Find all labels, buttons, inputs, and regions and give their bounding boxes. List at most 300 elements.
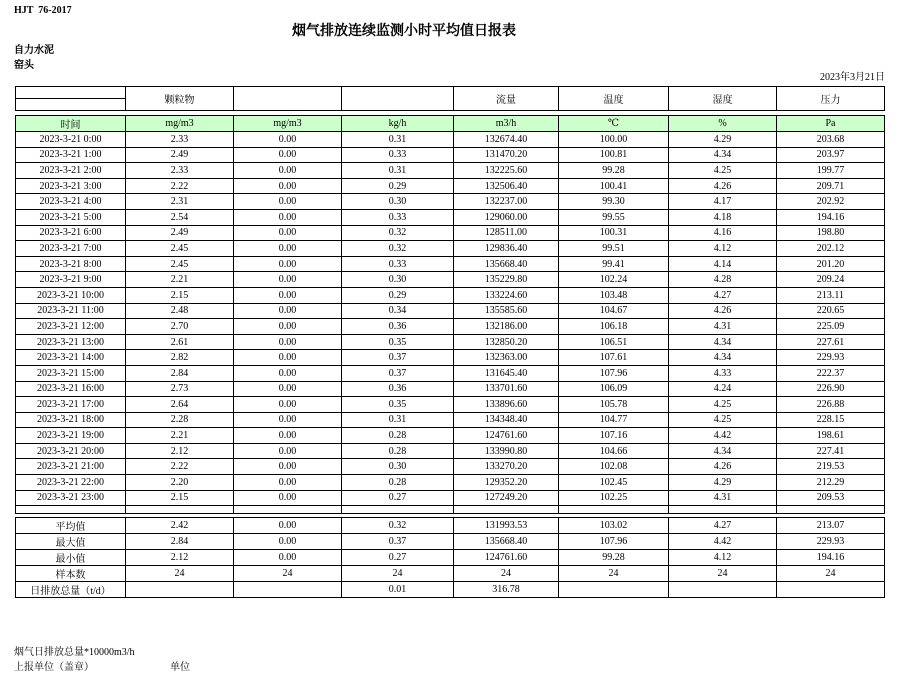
table-cell: 0.34 xyxy=(342,303,454,319)
table-cell: 0.00 xyxy=(234,443,342,459)
table-cell: 24 xyxy=(342,566,454,582)
table-cell: 2023-3-21 15:00 xyxy=(16,365,126,381)
table-cell: 2023-3-21 1:00 xyxy=(16,147,126,163)
unit-label: 单位 xyxy=(170,662,190,673)
table-cell: 134348.40 xyxy=(454,412,559,428)
table-cell: 4.25 xyxy=(669,397,777,413)
table-cell: 2.28 xyxy=(126,412,234,428)
table-cell: 2023-3-21 6:00 xyxy=(16,225,126,241)
table-cell: 203.97 xyxy=(777,147,885,163)
table-row xyxy=(16,490,885,506)
summary-table xyxy=(15,517,885,598)
table-row xyxy=(16,287,885,303)
table-cell: 2.20 xyxy=(126,475,234,491)
table-cell: 226.90 xyxy=(777,381,885,397)
group-header-row xyxy=(16,87,885,99)
table-cell: 2023-3-21 0:00 xyxy=(16,132,126,148)
table-cell: 2.33 xyxy=(126,132,234,148)
table-cell: 99.30 xyxy=(559,194,669,210)
table-cell: 0.36 xyxy=(342,319,454,335)
table-cell: 2023-3-21 10:00 xyxy=(16,287,126,303)
table-cell: 2.45 xyxy=(126,256,234,272)
table-cell: 日排放总量（t/d） xyxy=(16,582,126,598)
table-row xyxy=(16,350,885,366)
table-cell: 0.00 xyxy=(234,287,342,303)
table-cell: 225.09 xyxy=(777,319,885,335)
table-cell: 4.28 xyxy=(669,272,777,288)
hourly-rows xyxy=(16,132,885,506)
table-cell: 2023-3-21 20:00 xyxy=(16,443,126,459)
table-cell: 4.34 xyxy=(669,443,777,459)
table-cell xyxy=(669,582,777,598)
table-cell: 132850.20 xyxy=(454,334,559,350)
table-cell: 0.00 xyxy=(234,428,342,444)
table-cell: 0.33 xyxy=(342,147,454,163)
table-cell: 4.24 xyxy=(669,381,777,397)
table-cell: 100.00 xyxy=(559,132,669,148)
table-cell: 2.22 xyxy=(126,459,234,475)
unit-header-pa: Pa xyxy=(777,116,885,132)
table-cell: 2023-3-21 13:00 xyxy=(16,334,126,350)
table-cell: 0.00 xyxy=(234,178,342,194)
table-cell: 0.00 xyxy=(234,256,342,272)
table-cell: 198.80 xyxy=(777,225,885,241)
table-cell: 0.37 xyxy=(342,350,454,366)
table-cell: 0.28 xyxy=(342,443,454,459)
table-cell: 4.12 xyxy=(669,550,777,566)
table-cell: 131645.40 xyxy=(454,365,559,381)
table-cell: 135585.60 xyxy=(454,303,559,319)
group-header-particulate: 颗粒物 xyxy=(126,87,234,111)
table-row xyxy=(16,381,885,397)
table-row xyxy=(16,241,885,257)
unit-header-mgm3: mg/m3 xyxy=(126,116,234,132)
table-cell: 最小值 xyxy=(16,550,126,566)
empty-cell xyxy=(342,506,454,514)
table-cell: 104.66 xyxy=(559,443,669,459)
table-cell: 106.51 xyxy=(559,334,669,350)
table-cell: 4.42 xyxy=(669,428,777,444)
table-cell: 2023-3-21 3:00 xyxy=(16,178,126,194)
table-cell: 102.45 xyxy=(559,475,669,491)
unit-header-percent: % xyxy=(669,116,777,132)
unit-header-row xyxy=(16,116,885,132)
table-cell: 103.48 xyxy=(559,287,669,303)
footer-note: 烟气日排放总量*10000m3/h xyxy=(14,647,135,658)
summary-rows xyxy=(16,518,885,598)
table-cell: 2.22 xyxy=(126,178,234,194)
table-cell: 4.26 xyxy=(669,459,777,475)
table-cell: 0.31 xyxy=(342,163,454,179)
table-cell: 107.61 xyxy=(559,350,669,366)
table-cell: 0.00 xyxy=(234,272,342,288)
table-cell: 212.29 xyxy=(777,475,885,491)
table-cell: 2.82 xyxy=(126,350,234,366)
table-cell: 124761.60 xyxy=(454,428,559,444)
table-cell: 2023-3-21 14:00 xyxy=(16,350,126,366)
table-cell: 2.54 xyxy=(126,209,234,225)
table-cell: 0.33 xyxy=(342,256,454,272)
table-cell: 4.34 xyxy=(669,334,777,350)
group-header-blank xyxy=(234,87,342,111)
table-cell: 2.45 xyxy=(126,241,234,257)
table-cell: 0.00 xyxy=(234,350,342,366)
table-cell: 2.15 xyxy=(126,287,234,303)
table-cell: 226.88 xyxy=(777,397,885,413)
table-cell: 194.16 xyxy=(777,550,885,566)
header-blank-cell xyxy=(16,87,126,99)
table-cell xyxy=(234,582,342,598)
table-cell: 198.61 xyxy=(777,428,885,444)
empty-cell xyxy=(16,506,126,514)
unit-header-celsius: ℃ xyxy=(559,116,669,132)
table-cell: 229.93 xyxy=(777,534,885,550)
table-cell: 104.67 xyxy=(559,303,669,319)
table-cell xyxy=(559,582,669,598)
group-header-pressure: 压力 xyxy=(777,87,885,111)
table-cell: 4.31 xyxy=(669,319,777,335)
group-header-temperature: 温度 xyxy=(559,87,669,111)
table-cell: 4.17 xyxy=(669,194,777,210)
table-cell: 2.48 xyxy=(126,303,234,319)
table-row xyxy=(16,163,885,179)
table-cell: 2023-3-21 12:00 xyxy=(16,319,126,335)
table-cell: 106.09 xyxy=(559,381,669,397)
table-cell: 2023-3-21 17:00 xyxy=(16,397,126,413)
table-cell: 0.00 xyxy=(234,303,342,319)
table-cell: 2023-3-21 7:00 xyxy=(16,241,126,257)
table-row xyxy=(16,459,885,475)
table-cell: 0.00 xyxy=(234,475,342,491)
table-cell: 0.30 xyxy=(342,194,454,210)
table-cell: 102.25 xyxy=(559,490,669,506)
table-cell: 4.26 xyxy=(669,178,777,194)
table-cell xyxy=(126,582,234,598)
standard-number: HJT 76-2017 xyxy=(14,5,72,16)
table-cell: 107.96 xyxy=(559,365,669,381)
report-date: 2023年3月21日 xyxy=(820,72,885,83)
table-cell: 209.71 xyxy=(777,178,885,194)
table-cell: 4.26 xyxy=(669,303,777,319)
table-cell: 129352.20 xyxy=(454,475,559,491)
table-row xyxy=(16,397,885,413)
table-cell: 201.20 xyxy=(777,256,885,272)
table-cell: 102.08 xyxy=(559,459,669,475)
table-cell: 220.65 xyxy=(777,303,885,319)
monitoring-table xyxy=(15,86,885,598)
table-cell: 4.25 xyxy=(669,163,777,179)
table-cell: 2.21 xyxy=(126,428,234,444)
table-cell: 0.32 xyxy=(342,518,454,534)
table-cell: 202.92 xyxy=(777,194,885,210)
table-cell: 4.14 xyxy=(669,256,777,272)
table-cell: 样本数 xyxy=(16,566,126,582)
table-cell: 0.00 xyxy=(234,550,342,566)
table-cell: 222.37 xyxy=(777,365,885,381)
table-cell: 2.31 xyxy=(126,194,234,210)
table-cell: 0.00 xyxy=(234,194,342,210)
table-cell: 2023-3-21 9:00 xyxy=(16,272,126,288)
table-cell: 4.18 xyxy=(669,209,777,225)
table-cell: 129060.00 xyxy=(454,209,559,225)
table-cell: 0.31 xyxy=(342,412,454,428)
table-row xyxy=(16,443,885,459)
table-cell: 107.96 xyxy=(559,534,669,550)
table-cell: 213.07 xyxy=(777,518,885,534)
table-cell: 132186.00 xyxy=(454,319,559,335)
table-cell: 102.24 xyxy=(559,272,669,288)
table-cell: 0.00 xyxy=(234,334,342,350)
group-header-flow: 流量 xyxy=(454,87,559,111)
table-row xyxy=(16,178,885,194)
table-cell: 213.11 xyxy=(777,287,885,303)
table-cell: 0.28 xyxy=(342,428,454,444)
table-cell: 2.42 xyxy=(126,518,234,534)
table-cell: 100.41 xyxy=(559,178,669,194)
table-cell: 133701.60 xyxy=(454,381,559,397)
table-cell: 4.29 xyxy=(669,475,777,491)
table-cell: 129836.40 xyxy=(454,241,559,257)
table-cell: 0.37 xyxy=(342,365,454,381)
report-unit-label: 上报单位（盖章） xyxy=(14,662,94,673)
table-cell: 127249.20 xyxy=(454,490,559,506)
table-cell: 103.02 xyxy=(559,518,669,534)
table-cell: 106.18 xyxy=(559,319,669,335)
table-cell: 最大值 xyxy=(16,534,126,550)
empty-cell xyxy=(126,506,234,514)
empty-cell xyxy=(454,506,559,514)
unit-header-kgh: kg/h xyxy=(342,116,454,132)
table-cell: 2023-3-21 18:00 xyxy=(16,412,126,428)
table-row xyxy=(16,319,885,335)
company-name: 自力水泥 xyxy=(14,45,54,56)
table-row xyxy=(16,475,885,491)
table-cell: 0.32 xyxy=(342,225,454,241)
table-cell: 227.61 xyxy=(777,334,885,350)
table-cell: 2023-3-21 5:00 xyxy=(16,209,126,225)
empty-cell xyxy=(669,506,777,514)
table-cell: 228.15 xyxy=(777,412,885,428)
table-cell: 2.73 xyxy=(126,381,234,397)
table-cell: 2.15 xyxy=(126,490,234,506)
table-cell: 132363.00 xyxy=(454,350,559,366)
report-title: 烟气排放连续监测小时平均值日报表 xyxy=(292,24,516,39)
table-cell: 0.00 xyxy=(234,397,342,413)
table-cell: 2.12 xyxy=(126,443,234,459)
data-table xyxy=(15,115,885,514)
table-cell: 0.35 xyxy=(342,334,454,350)
table-row xyxy=(16,303,885,319)
table-row xyxy=(16,412,885,428)
table-cell: 135229.80 xyxy=(454,272,559,288)
unit-header-time: 时间 xyxy=(16,116,126,132)
table-cell: 0.29 xyxy=(342,287,454,303)
table-cell: 24 xyxy=(559,566,669,582)
table-cell: 2.49 xyxy=(126,225,234,241)
table-cell: 2.33 xyxy=(126,163,234,179)
table-row xyxy=(16,147,885,163)
table-cell: 2.70 xyxy=(126,319,234,335)
table-cell: 209.53 xyxy=(777,490,885,506)
table-cell: 107.16 xyxy=(559,428,669,444)
table-cell: 124761.60 xyxy=(454,550,559,566)
table-cell: 203.68 xyxy=(777,132,885,148)
table-cell: 24 xyxy=(454,566,559,582)
table-cell: 99.28 xyxy=(559,163,669,179)
table-cell: 199.77 xyxy=(777,163,885,179)
summary-row xyxy=(16,518,885,534)
table-cell: 100.31 xyxy=(559,225,669,241)
table-cell: 99.51 xyxy=(559,241,669,257)
table-cell: 4.16 xyxy=(669,225,777,241)
table-cell: 0.36 xyxy=(342,381,454,397)
table-cell: 0.00 xyxy=(234,365,342,381)
table-row xyxy=(16,334,885,350)
table-row xyxy=(16,132,885,148)
empty-cell xyxy=(777,506,885,514)
table-cell: 2.84 xyxy=(126,534,234,550)
unit-header-m3h: m3/h xyxy=(454,116,559,132)
table-cell: 4.34 xyxy=(669,147,777,163)
table-cell xyxy=(777,582,885,598)
table-cell: 99.41 xyxy=(559,256,669,272)
summary-row xyxy=(16,566,885,582)
table-row xyxy=(16,272,885,288)
table-cell: 2023-3-21 4:00 xyxy=(16,194,126,210)
table-cell: 4.29 xyxy=(669,132,777,148)
table-cell: 194.16 xyxy=(777,209,885,225)
table-cell: 316.78 xyxy=(454,582,559,598)
table-cell: 24 xyxy=(234,566,342,582)
table-cell: 0.00 xyxy=(234,319,342,335)
table-cell: 0.30 xyxy=(342,459,454,475)
table-cell: 2.84 xyxy=(126,365,234,381)
table-cell: 2.64 xyxy=(126,397,234,413)
table-row xyxy=(16,365,885,381)
header-group-table xyxy=(15,86,885,111)
table-cell: 229.93 xyxy=(777,350,885,366)
table-cell: 4.34 xyxy=(669,350,777,366)
table-cell: 132506.40 xyxy=(454,178,559,194)
table-cell: 0.37 xyxy=(342,534,454,550)
table-cell: 2023-3-21 8:00 xyxy=(16,256,126,272)
group-header-blank xyxy=(342,87,454,111)
table-row xyxy=(16,194,885,210)
table-cell: 2023-3-21 19:00 xyxy=(16,428,126,444)
table-cell: 24 xyxy=(669,566,777,582)
table-cell: 24 xyxy=(777,566,885,582)
table-row xyxy=(16,209,885,225)
table-cell: 99.28 xyxy=(559,550,669,566)
table-cell: 0.30 xyxy=(342,272,454,288)
table-cell: 2023-3-21 23:00 xyxy=(16,490,126,506)
table-cell: 105.78 xyxy=(559,397,669,413)
table-cell: 99.55 xyxy=(559,209,669,225)
table-cell: 131993.53 xyxy=(454,518,559,534)
empty-row xyxy=(16,506,885,514)
unit-header-mgm3: mg/m3 xyxy=(234,116,342,132)
table-cell: 4.27 xyxy=(669,518,777,534)
table-cell: 132674.40 xyxy=(454,132,559,148)
table-cell: 0.00 xyxy=(234,132,342,148)
table-cell: 4.42 xyxy=(669,534,777,550)
table-cell: 128511.00 xyxy=(454,225,559,241)
table-cell: 2023-3-21 21:00 xyxy=(16,459,126,475)
table-cell: 135668.40 xyxy=(454,534,559,550)
table-cell: 0.00 xyxy=(234,459,342,475)
table-cell: 4.25 xyxy=(669,412,777,428)
table-cell: 219.53 xyxy=(777,459,885,475)
table-cell: 0.31 xyxy=(342,132,454,148)
table-cell: 133224.60 xyxy=(454,287,559,303)
table-cell: 0.00 xyxy=(234,381,342,397)
table-cell: 104.77 xyxy=(559,412,669,428)
table-cell: 132225.60 xyxy=(454,163,559,179)
summary-row xyxy=(16,582,885,598)
emission-source-name: 窑头 xyxy=(14,60,34,71)
empty-cell xyxy=(559,506,669,514)
table-cell: 0.00 xyxy=(234,412,342,428)
table-cell: 135668.40 xyxy=(454,256,559,272)
table-cell: 0.00 xyxy=(234,534,342,550)
table-cell: 0.29 xyxy=(342,178,454,194)
table-cell: 0.00 xyxy=(234,209,342,225)
table-cell: 2023-3-21 16:00 xyxy=(16,381,126,397)
table-cell: 209.24 xyxy=(777,272,885,288)
group-header-humidity: 湿度 xyxy=(669,87,777,111)
table-cell: 2.21 xyxy=(126,272,234,288)
table-cell: 133896.60 xyxy=(454,397,559,413)
empty-cell xyxy=(234,506,342,514)
table-cell: 2023-3-21 2:00 xyxy=(16,163,126,179)
table-row xyxy=(16,428,885,444)
table-cell: 0.00 xyxy=(234,147,342,163)
summary-row xyxy=(16,534,885,550)
table-cell: 2.49 xyxy=(126,147,234,163)
table-cell: 0.35 xyxy=(342,397,454,413)
table-cell: 0.32 xyxy=(342,241,454,257)
table-cell: 0.00 xyxy=(234,225,342,241)
table-cell: 0.27 xyxy=(342,490,454,506)
table-cell: 227.41 xyxy=(777,443,885,459)
table-cell: 100.81 xyxy=(559,147,669,163)
header-blank-cell xyxy=(16,99,126,111)
table-cell: 2.61 xyxy=(126,334,234,350)
table-cell: 0.00 xyxy=(234,241,342,257)
table-cell: 132237.00 xyxy=(454,194,559,210)
table-cell: 0.00 xyxy=(234,490,342,506)
summary-row xyxy=(16,550,885,566)
table-row xyxy=(16,256,885,272)
table-cell: 202.12 xyxy=(777,241,885,257)
table-cell: 0.00 xyxy=(234,163,342,179)
table-cell: 0.00 xyxy=(234,518,342,534)
table-cell: 133270.20 xyxy=(454,459,559,475)
table-cell: 0.28 xyxy=(342,475,454,491)
table-cell: 0.27 xyxy=(342,550,454,566)
table-cell: 平均值 xyxy=(16,518,126,534)
table-cell: 2023-3-21 11:00 xyxy=(16,303,126,319)
table-row xyxy=(16,225,885,241)
table-cell: 4.12 xyxy=(669,241,777,257)
table-cell: 131470.20 xyxy=(454,147,559,163)
table-cell: 2023-3-21 22:00 xyxy=(16,475,126,491)
table-cell: 4.33 xyxy=(669,365,777,381)
table-cell: 2.12 xyxy=(126,550,234,566)
table-cell: 133990.80 xyxy=(454,443,559,459)
table-cell: 0.33 xyxy=(342,209,454,225)
table-cell: 0.01 xyxy=(342,582,454,598)
